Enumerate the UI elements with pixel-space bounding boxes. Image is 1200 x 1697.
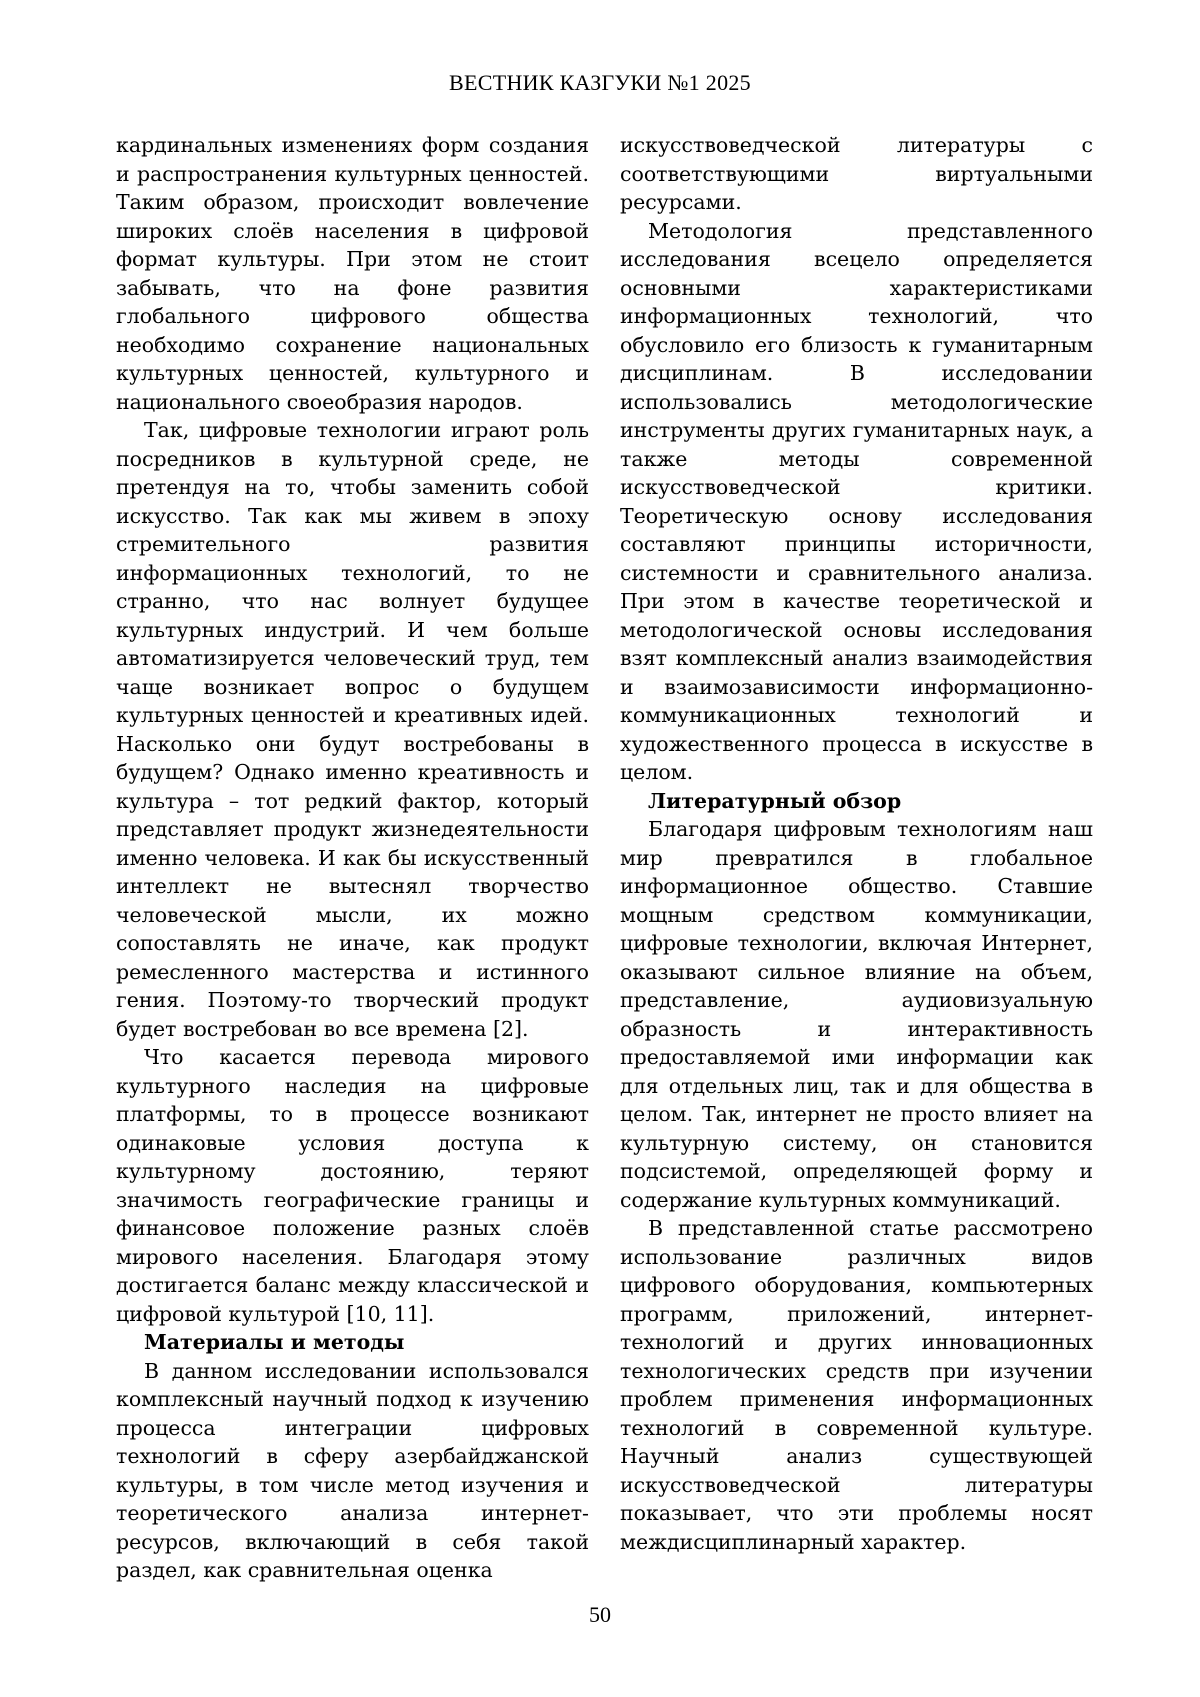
section-heading-literature-review: Литературный обзор bbox=[648, 788, 902, 813]
paragraph: Так, цифровые технологии играют роль посредников в культурной среде, не претендуя на то, чтобы заменить собой искусство. Так как мы живем в эпоху стремительного развития информационных технологий, то не странно, что нас волнует будущее культурных индустрий. И чем больше автоматизируется человеческий труд, тем чаще возникает вопрос о будущем культурных ценностей и креативных идей. Насколько они будут востребованы в будущем? Однако именно креативность и культура – тот редкий фактор, который представляет продукт жизнедеятельности именно человека. И как бы искусственный интеллект не вытеснял творчество человеческой мысли, их можно сопоставлять не иначе, как продукт ремесленного мастерства и истинного гения. Поэтому-то творческий продукт будет востребован во все времена [2]. bbox=[116, 418, 589, 1041]
right-column bbox=[620, 131, 1093, 1556]
paragraph: Что касается перевода мирового культурного наследия на цифровые платформы, то в процессе возникают одинаковые условия доступа к культурному достоянию, теряют значимость географические границы и финансовое положение разных слоёв мирового населения. Благодаря этому достигается баланс между классической и цифровой культурой [10, 11]. bbox=[116, 1045, 589, 1326]
paragraph: В представленной статье рассмотрено использование различных видов цифрового оборудования, компьютерных программ, приложений, интернет-технологий и других инновационных технологических средств при изучении проблем применения информационных технологий в современной культуре. Научный анализ существующей искусствоведческой литературы показывает, что эти проблемы носят междисциплинарный характер. bbox=[620, 1216, 1093, 1554]
left-column bbox=[116, 131, 589, 1585]
paragraph: кардинальных изменениях форм создания и распространения культурных ценностей. Таким образом, происходит вовлечение широких слоёв населения в цифровой формат культуры. При этом не стоит забывать, что на фоне развития глобального цифрового общества необходимо сохранение национальных культурных ценностей, культурного и национального своеобразия народов. bbox=[116, 133, 589, 414]
section-heading-methods: Материалы и методы bbox=[144, 1330, 405, 1354]
page-number: 50 bbox=[589, 1602, 611, 1627]
paragraph: Благодаря цифровым технологиям наш мир превратился в глобальное информационное общество. Ставшие мощным средством коммуникации, цифровые технологии, включая Интернет, оказывают сильное влияние на объем, представление, аудиовизуальную образность и интерактивность предоставляемой ими информации как для отдельных лиц, так и для общества в целом. Так, интернет не просто влияет на культурную систему, он становится подсистемой, определяющей форму и содержание культурных коммуникаций. bbox=[620, 817, 1093, 1212]
paragraph: В данном исследовании использовался комплексный научный подход к изучению процесса интеграции цифровых технологий в сферу азербайджанской культуры, в том числе метод изучения и теоретического анализа интернет-ресурсов, включающий в себя такой раздел, как сравнительная оценка bbox=[116, 1358, 589, 1582]
paragraph: искусствоведческой литературы с соответствующими виртуальными ресурсами. bbox=[620, 133, 1093, 214]
paragraph: Методология представленного исследования всецело определяется основными характеристиками информационных технологий, что обусловило его близость к гуманитарным дисциплинам. В исследовании использовались методологические инструменты других гуманитарных наук, а также методы современной искусствоведческой критики. Теоретическую основу исследования составляют принципы историчности, системности и сравнительного анализа. При этом в качестве теоретической и методологической основы исследования взят комплексный анализ взаимодействия и взаимозависимости информационно-коммуникационных технологий и художественного процесса в искусстве в целом. bbox=[620, 218, 1093, 784]
journal-running-head: ВЕСТНИК КАЗГУКИ №1 2025 bbox=[449, 70, 751, 95]
